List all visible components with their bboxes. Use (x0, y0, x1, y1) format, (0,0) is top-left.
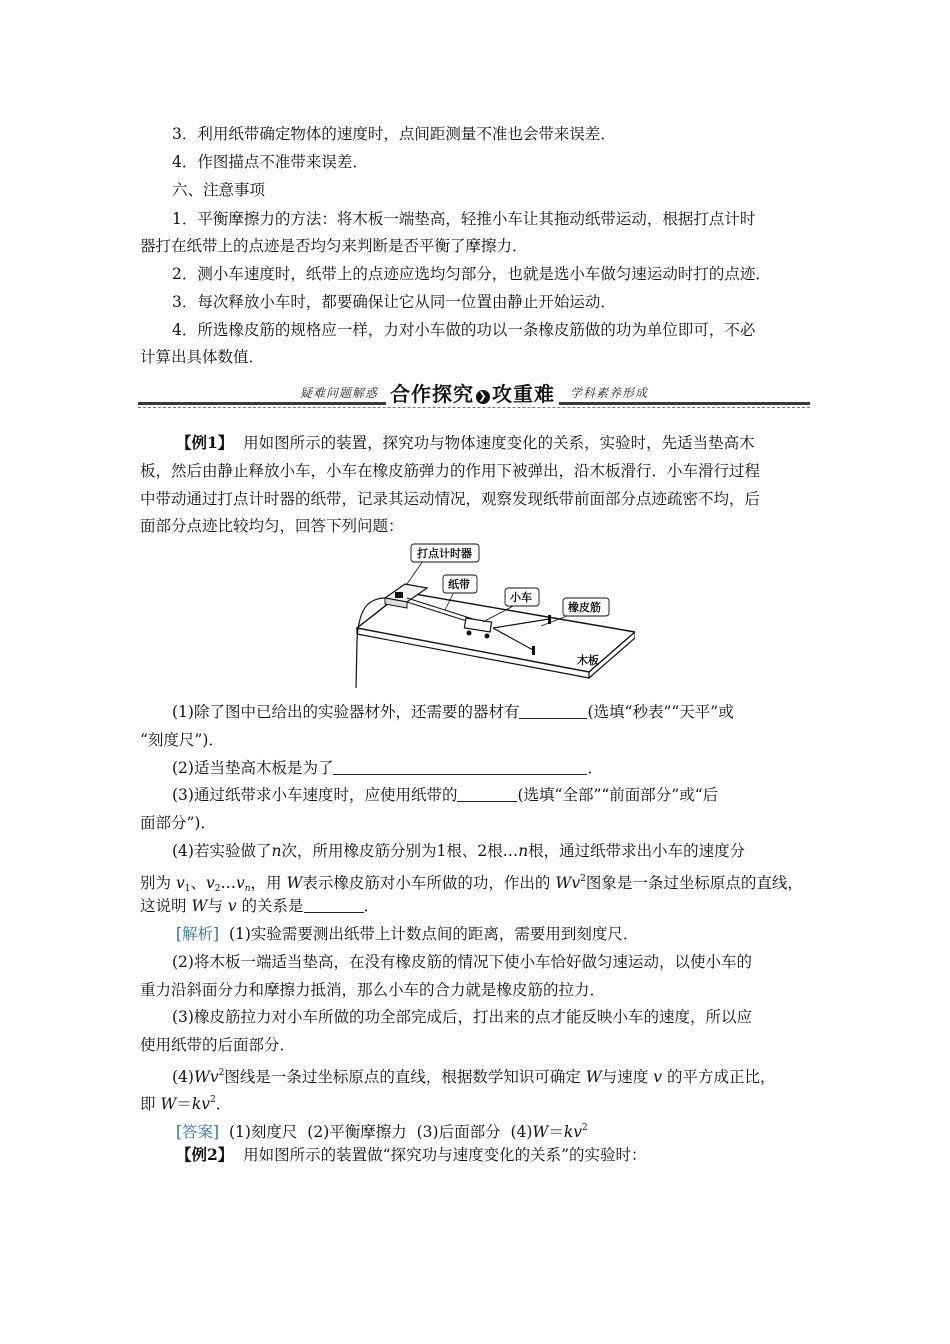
cart-wheel-1 (467, 631, 472, 636)
q4-sep-2: … (220, 874, 236, 892)
question-2-blank (333, 760, 587, 775)
answer-4-kv: kv (563, 1123, 583, 1141)
banner-dashed-rule (138, 407, 810, 408)
note-4-line-2: 计算出具体数值． (140, 348, 265, 366)
question-3-line-1 (172, 785, 718, 805)
analysis-p2-line-1: (2)将木板一端适当垫高，在没有橡皮筋的情况下使小车恰好做匀速运动，以使小车的 (172, 953, 752, 971)
answer-line (176, 1118, 588, 1142)
q4-v1: v (175, 874, 185, 892)
analysis-p4-w2: W (585, 1068, 602, 1086)
analysis-p4-d: 的平方成正比， (666, 1068, 776, 1086)
q4-n: n (271, 842, 282, 860)
question-4-line-3 (140, 896, 379, 916)
analysis-p4-g: ． (215, 1095, 232, 1113)
note-1-line-1: 1．平衡摩擦力的方法：将木板一端垫高，轻推小车让其拖动纸带运动，根据打点计时 (172, 210, 756, 228)
analysis-p4-a: (4) (172, 1068, 194, 1086)
note-1-line-2: 器打在纸带上的点迹是否均匀来判断是否平衡了摩擦力． (140, 237, 528, 255)
q4-text-h: 这说明 (140, 897, 187, 915)
analysis-p4-e: 即 (140, 1095, 156, 1113)
q4-text-c: 根，通过纸带求出小车的速度分 (528, 842, 746, 860)
banner-left-text: 疑难问题解惑 (300, 386, 379, 400)
analysis-p4-sup: 2 (218, 1068, 225, 1078)
q4-text-d: 别为 (140, 874, 172, 892)
question-1-line-1 (172, 702, 734, 722)
note-4-line-1: 4．所选橡皮筋的规格应一样，力对小车做的功以一条橡皮筋做的功为单位即可，不必 (172, 321, 756, 339)
analysis-p2-line-2: 重力沿斜面分力和摩擦力抵消，那么小车的合力就是橡皮筋的拉力． (140, 981, 606, 999)
analysis-p3-line-2: 使用纸带的后面部分． (140, 1036, 296, 1054)
analysis-p3-line-1: (3)橡皮筋拉力对小车所做的功全部完成后，打出来的点才能反映小车的速度，所以应 (172, 1008, 752, 1026)
question-3-blank (457, 787, 517, 802)
q4-text-i: 与 (207, 897, 223, 915)
analysis-p4-v2: v (653, 1068, 663, 1086)
q4-v-graph: v (571, 874, 581, 892)
analysis-tag: [解析] (176, 925, 220, 943)
question-4-blank (304, 898, 364, 913)
question-4-line-2 (140, 869, 803, 899)
q4-sub-2: 2 (214, 884, 221, 894)
banner-arrow-icon: ❯ (476, 390, 490, 404)
q4-sub-1: 1 (184, 884, 191, 894)
analysis-p4-sup2: 2 (210, 1095, 216, 1105)
q4-sub-n: n (244, 884, 251, 894)
nail-2 (532, 646, 535, 655)
example-2-tag: 【例2】 (176, 1145, 234, 1164)
q4-w: W (286, 874, 303, 892)
analysis-p4-b: 图线是一条过坐标原点的直线，根据数学知识可确定 (224, 1068, 581, 1086)
note-2: 2．测小车速度时，纸带上的点迹应选均匀部分，也就是选小车做匀速运动时打的点迹． (172, 265, 771, 283)
answer-4-eq: ＝ (548, 1123, 564, 1141)
analysis-p4-w3: W (160, 1095, 177, 1113)
q4-n2: n (518, 842, 529, 860)
label-board: 木板 (577, 654, 599, 667)
question-1-text: (1)除了图中已给出的实验器材外，还需要的器材有 (172, 703, 520, 721)
banner-title-b: 攻重难 (492, 382, 555, 406)
notes-heading: 六、注意事项 (172, 181, 266, 199)
q4-w-graph: W (555, 874, 572, 892)
q4-text-j: 的关系是 (241, 897, 304, 915)
example-1-line-2: 板，然后由静止释放小车，小车在橡皮筋弹力的作用下被弹出，沿木板滑行．小车滑行过程 (140, 462, 761, 480)
q4-v3: v (227, 897, 237, 915)
q4-v2: v (205, 874, 215, 892)
question-3-options: (选填“全部”“前面部分”或“后 (517, 786, 719, 804)
example-2-line (176, 1145, 647, 1165)
example-1-line-3: 中带动通过打点计时器的纸带，记录其运动情况，观察发现纸带前面部分点迹疏密不均，后 (140, 490, 761, 508)
answer-2: (2)平衡摩擦力 (307, 1123, 407, 1141)
example-1-line-4: 面部分点迹比较均匀，回答下列问题： (140, 517, 404, 535)
error-item-4: 4．作图描点不准带来误差． (172, 153, 368, 171)
q4-vn: v (235, 874, 245, 892)
analysis-p1: (1)实验需要测出纸带上计数点间的距离，需要用到刻度尺． (228, 925, 639, 943)
answer-1: (1)刻度尺 (228, 1123, 298, 1141)
section-banner (138, 378, 810, 412)
analysis-line-1 (176, 924, 638, 944)
analysis-p4-eq: ＝ (176, 1095, 192, 1113)
q4-text-b: 次，所用橡皮筋分别为1根、2根… (281, 842, 519, 860)
question-3-text: (3)通过纸带求小车速度时，应使用纸带的 (172, 786, 458, 804)
analysis-p4-line-1 (172, 1063, 775, 1087)
q4-sep-1: 、 (190, 874, 206, 892)
answer-4-w: W (532, 1123, 549, 1141)
question-3-line-2: 面部分”)． (140, 814, 216, 832)
answer-4-sup: 2 (582, 1123, 588, 1133)
question-1-options: (选填“秒表”“天平”或 (587, 703, 734, 721)
cart-wheel-2 (485, 634, 490, 639)
banner-title (386, 378, 559, 407)
q4-sup-2: 2 (580, 874, 586, 884)
analysis-p4-kv: kv (191, 1095, 211, 1113)
example-1-tag: 【例1】 (176, 433, 234, 452)
question-1-line-2: “刻度尺”)． (140, 731, 224, 749)
answer-tag: [答案] (176, 1123, 220, 1141)
q4-text-k: ． (363, 897, 380, 915)
q4-text-a: (4)若实验做了 (172, 842, 272, 860)
analysis-p4-w: W (193, 1068, 210, 1086)
example-1-line-1 (176, 433, 755, 453)
question-2 (172, 758, 603, 778)
banner-title-a: 合作探究 (390, 382, 474, 406)
analysis-p4-line-2 (140, 1090, 231, 1114)
answer-4: (4) (510, 1123, 533, 1141)
banner-right-text: 学科素养形成 (570, 386, 649, 400)
question-2-end: ． (587, 759, 603, 777)
label-rubber: 橡皮筋 (568, 601, 601, 614)
q4-text-g: 图象是一条过坐标原点的直线， (585, 874, 803, 892)
question-1-blank (519, 704, 587, 719)
answer-3: (3)后面部分 (416, 1123, 501, 1141)
question-4-line-1 (172, 841, 745, 861)
timer-coil (395, 592, 403, 598)
label-timer: 打点计时器 (417, 547, 472, 560)
example-1-text: 用如图所示的装置，探究功与物体速度变化的关系，实验时，先适当垫高木 (243, 434, 755, 452)
question-2-text: (2)适当垫高木板是为了 (172, 759, 334, 777)
error-item-3: 3．利用纸带确定物体的速度时，点间距测量不准也会带来误差． (172, 125, 616, 143)
analysis-p4-v: v (209, 1068, 219, 1086)
q4-text-e: ，用 (250, 874, 282, 892)
example-2-text: 用如图所示的装置做“探究功与速度变化的关系”的实验时： (243, 1146, 647, 1164)
label-cart: 小车 (510, 591, 532, 604)
note-3: 3．每次释放小车时，都要确保让它从同一位置由静止开始运动． (172, 293, 616, 311)
q4-w2: W (191, 897, 208, 915)
q4-text-f: 表示橡皮筋对小车所做的功，作出的 (302, 874, 551, 892)
analysis-p4-c: 与速度 (601, 1068, 649, 1086)
apparatus-figure (345, 540, 635, 688)
label-tape: 纸带 (448, 578, 470, 591)
